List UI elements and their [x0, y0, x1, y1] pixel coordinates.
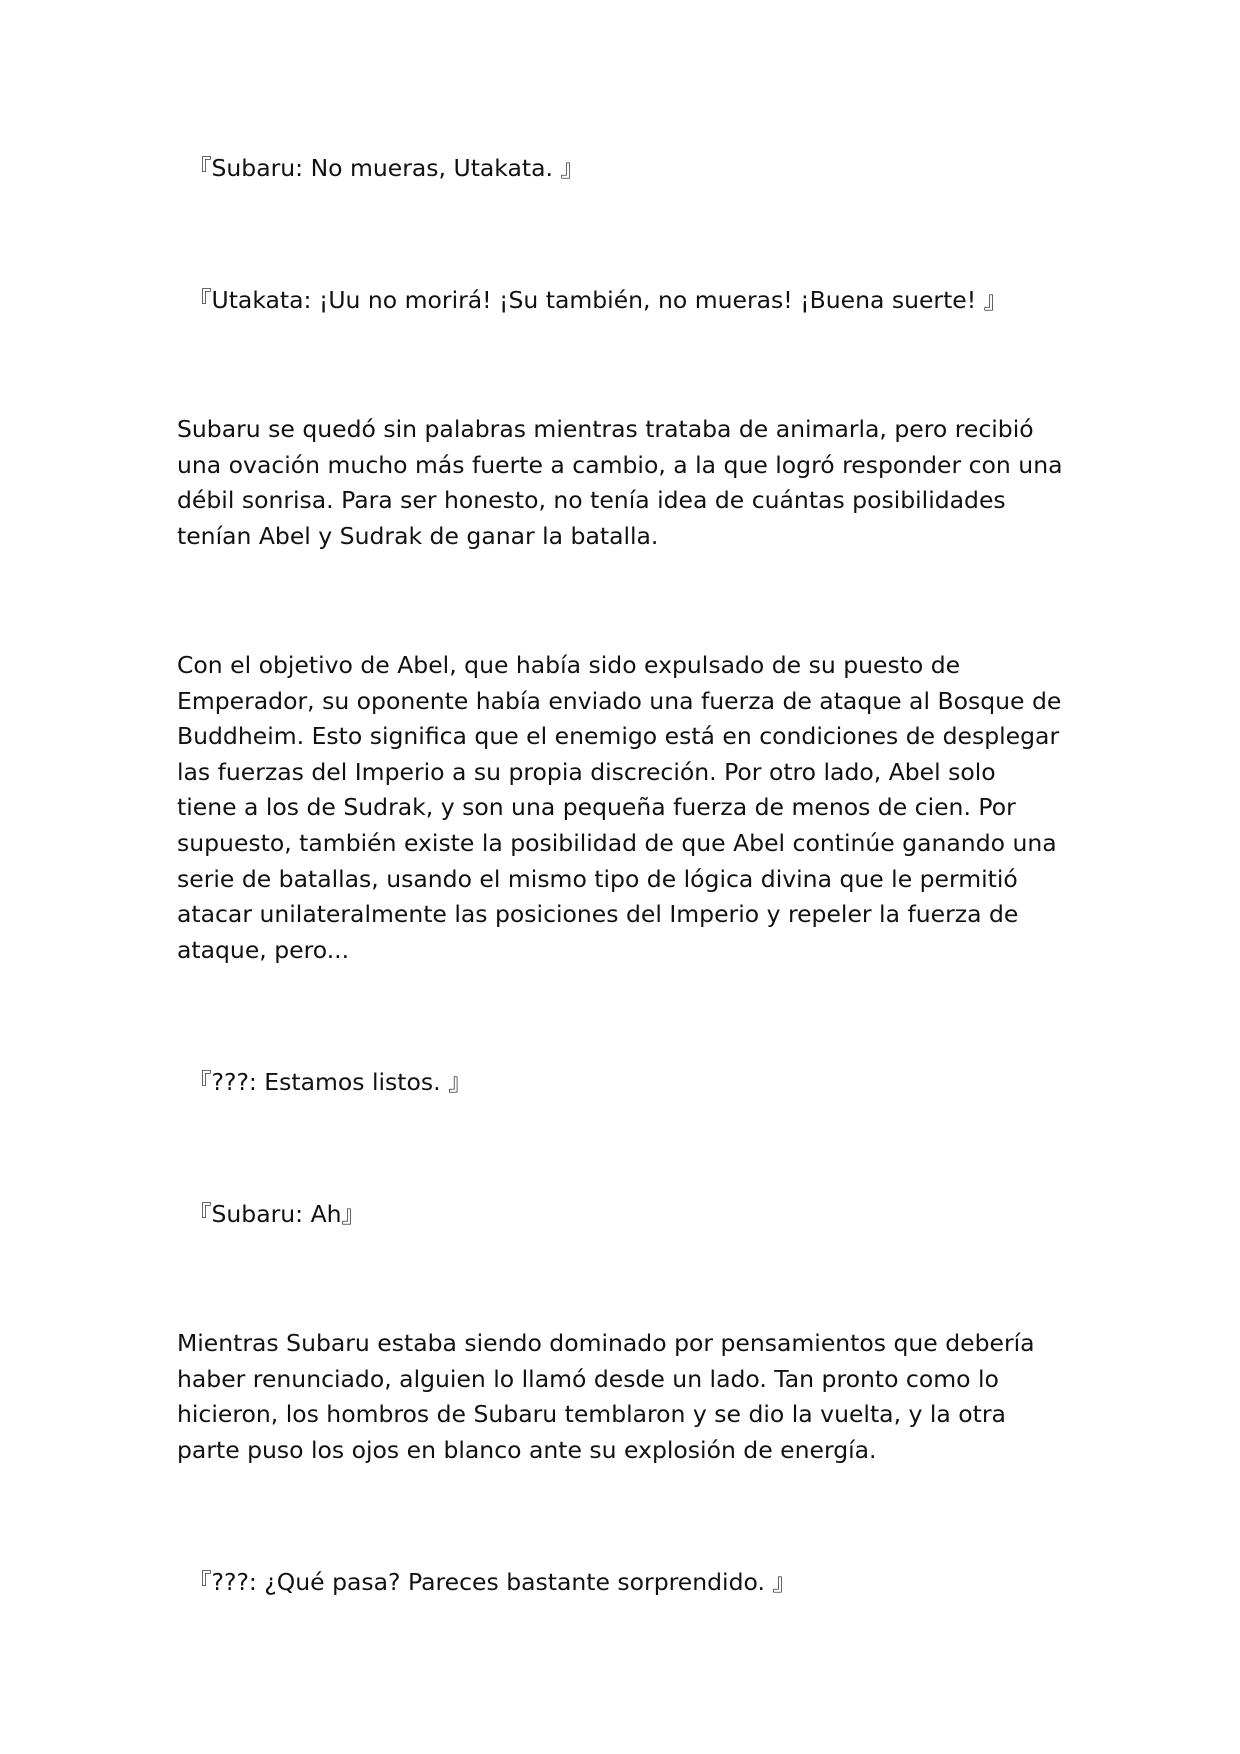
paragraph-line: tiene a los de Sudrak, y son una pequeña fuerza de menos de cien. Por	[177, 793, 1016, 822]
paragraph-line: supuesto, también existe la posibilidad de que Abel continúe ganando una	[177, 828, 1057, 857]
paragraph-3	[177, 1326, 1077, 1468]
dialogue-line-unknown-1: 『???: Estamos listos. 』	[188, 1068, 472, 1096]
paragraph-line: las fuerzas del Imperio a su propia discreción. Por otro lado, Abel solo	[177, 757, 996, 786]
paragraph-line: serie de batallas, usando el mismo tipo de lógica divina que le permitió	[177, 864, 1018, 893]
paragraph-line: débil sonrisa. Para ser honesto, no tenía idea de cuántas posibilidades	[177, 486, 1006, 515]
paragraph-line: haber renunciado, alguien lo llamó desde un lado. Tan pronto como lo	[177, 1364, 999, 1393]
dialogue-line-unknown-2: 『???: ¿Qué pasa? Pareces bastante sorprendido. 』	[188, 1568, 796, 1596]
paragraph-1	[177, 412, 1077, 554]
paragraph-line: Buddheim. Esto significa que el enemigo está en condiciones de desplegar	[177, 722, 1060, 751]
paragraph-line: Emperador, su oponente había enviado una fuerza de ataque al Bosque de	[177, 686, 1062, 715]
paragraph-line: parte puso los ojos en blanco ante su explosión de energía.	[177, 1435, 877, 1464]
paragraph-line: una ovación mucho más fuerte a cambio, a la que logró responder con una	[177, 450, 1063, 479]
paragraph-line: Mientras Subaru estaba siendo dominado por pensamientos que debería	[177, 1329, 1035, 1357]
paragraph-line: ataque, pero...	[177, 935, 350, 964]
paragraph-line: atacar unilateralmente las posiciones del Imperio y repeler la fuerza de	[177, 900, 1019, 929]
paragraph-line: hicieron, los hombros de Subaru temblaron y se dio la vuelta, y la otra	[177, 1400, 1006, 1429]
paragraph-2	[177, 648, 1077, 968]
dialogue-line-subaru-1: 『Subaru: No mueras, Utakata. 』	[188, 154, 584, 182]
dialogue-line-subaru-2: 『Subaru: Ah』	[188, 1200, 366, 1228]
paragraph-line: Subaru se quedó sin palabras mientras trataba de animarla, pero recibió	[177, 415, 1034, 443]
dialogue-line-utakata: 『Utakata: ¡Uu no morirá! ¡Su también, no mueras! ¡Buena suerte! 』	[188, 286, 1008, 314]
paragraph-line: tenían Abel y Sudrak de ganar la batalla.	[177, 521, 659, 550]
paragraph-line: Con el objetivo de Abel, que había sido expulsado de su puesto de	[177, 651, 961, 679]
